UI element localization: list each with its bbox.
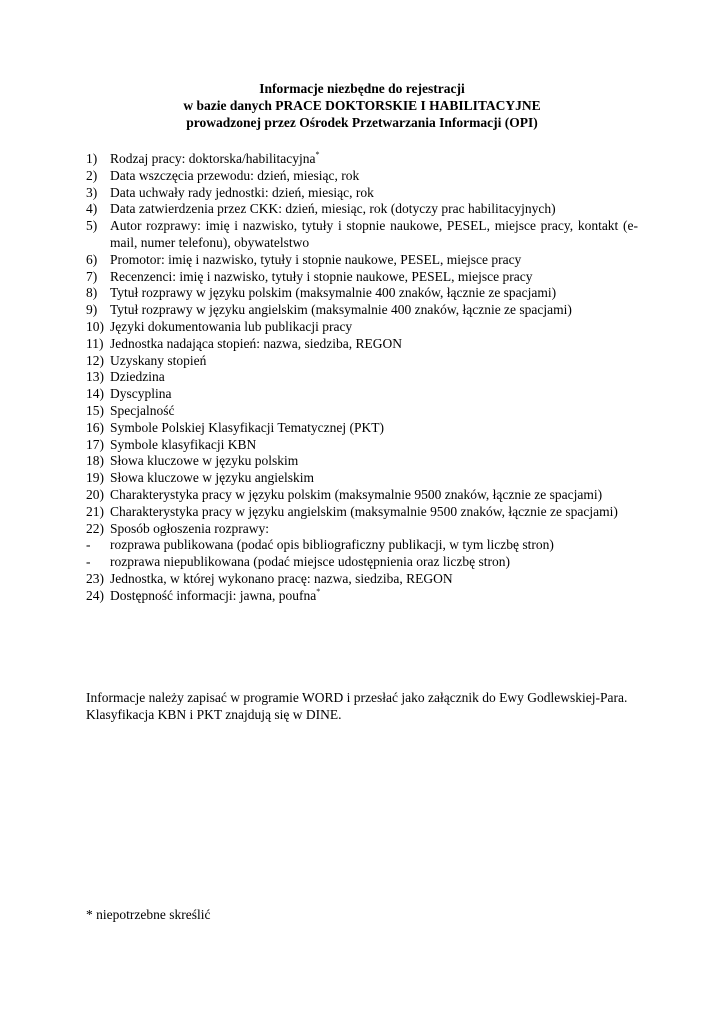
list-item-label: Data zatwierdzenia przez CKK: dzień, miesiąc, rok (dotyczy prac habilitacyjnych) xyxy=(110,201,556,217)
list-item-text xyxy=(110,369,638,386)
list-item-label: Dziedzina xyxy=(110,369,165,385)
list-item xyxy=(86,537,638,554)
list-item-number: 6) xyxy=(86,251,98,267)
list-item-text xyxy=(110,504,638,521)
list-item-number: 15) xyxy=(86,402,104,418)
list-item-text xyxy=(110,521,638,538)
list-item-label: Rodzaj pracy: doktorska/habilitacyjna xyxy=(110,151,316,166)
list-item-text xyxy=(110,588,638,605)
list-item-label: Charakterystyka pracy w języku angielskim (maksymalnie 9500 znaków, łącznie ze spacjami) xyxy=(110,503,618,519)
footnote-marker: * xyxy=(315,150,320,159)
list-item xyxy=(86,151,638,168)
list-item-text xyxy=(110,420,638,437)
list-item-text xyxy=(110,386,638,403)
list-item xyxy=(86,588,638,605)
list-item-number: 4) xyxy=(86,201,98,217)
list-item-number: 13) xyxy=(86,369,104,385)
list-item xyxy=(86,571,638,588)
list-item-number: 11) xyxy=(86,335,104,351)
list-item-number: 2) xyxy=(86,167,98,183)
list-item-label: Uzyskany stopień xyxy=(110,352,207,368)
title-line-3: prowadzonej przez Ośrodek Przetwarzania Informacji (OPI) xyxy=(186,115,538,130)
list-item-text xyxy=(110,554,638,571)
list-item-text xyxy=(110,319,638,336)
list-item-number: 3) xyxy=(86,184,98,200)
list-item-text xyxy=(110,487,638,504)
list-item-text xyxy=(110,453,638,470)
list-item xyxy=(86,420,638,437)
list-item-label: Języki dokumentowania lub publikacji pracy xyxy=(110,318,353,334)
list-item xyxy=(86,302,638,319)
list-item-text xyxy=(110,336,638,353)
list-item-label: Data wszczęcia przewodu: dzień, miesiąc, rok xyxy=(110,167,360,183)
instruction-note xyxy=(86,689,638,723)
list-item-label: rozprawa publikowana (podać opis bibliograficzny publikacji, w tym liczbę stron) xyxy=(110,537,554,553)
list-item-label: rozprawa niepublikowana (podać miejsce udostępnienia oraz liczbę stron) xyxy=(110,554,510,570)
list-item-label: Specjalność xyxy=(110,402,175,418)
list-item-text xyxy=(110,403,638,420)
list-item-label: Charakterystyka pracy w języku polskim (maksymalnie 9500 znaków, łącznie ze spacjami) xyxy=(110,486,603,502)
list-item-number: 5) xyxy=(86,218,98,234)
list-item-number: 16) xyxy=(86,419,104,435)
list-item-number: 10) xyxy=(86,318,104,334)
list-item-number: 9) xyxy=(86,302,98,318)
list-item xyxy=(86,168,638,185)
list-item-label: Słowa kluczowe w języku polskim xyxy=(110,453,299,469)
list-item-label: Tytuł rozprawy w języku angielskim (maksymalnie 400 znaków, łącznie ze spacjami) xyxy=(110,302,572,318)
list-item-text xyxy=(110,302,638,319)
list-item-label: Tytuł rozprawy w języku polskim (maksymalnie 400 znaków, łącznie ze spacjami) xyxy=(110,285,557,301)
list-item xyxy=(86,487,638,504)
list-item-label: Recenzenci: imię i nazwisko, tytuły i stopnie naukowe, PESEL, miejsce pracy xyxy=(110,268,533,284)
requirements-list xyxy=(86,151,638,605)
list-item-label: Jednostka nadająca stopień: nazwa, siedziba, REGON xyxy=(110,335,403,351)
list-item xyxy=(86,437,638,454)
list-item-text xyxy=(110,185,638,202)
list-item-label: Dostępność informacji: jawna, poufna xyxy=(110,587,317,603)
list-item-number: 19) xyxy=(86,470,104,486)
list-item-label: Data uchwały rady jednostki: dzień, miesiąc, rok xyxy=(110,184,374,200)
title-line-2: w bazie danych PRACE DOKTORSKIE I HABILITACYJNE xyxy=(183,98,541,113)
list-item-text xyxy=(110,168,638,185)
list-item-text xyxy=(110,285,638,302)
list-item xyxy=(86,353,638,370)
list-item xyxy=(86,269,638,286)
list-item-text xyxy=(110,151,638,168)
list-item-text xyxy=(110,201,638,218)
list-item-number: 24) xyxy=(86,587,104,603)
list-item-label: Dyscyplina xyxy=(110,386,172,402)
list-item xyxy=(86,252,638,269)
list-item-number: 14) xyxy=(86,386,104,402)
list-item-text xyxy=(110,252,638,269)
footnote: * niepotrzebne skreślić xyxy=(86,907,211,922)
list-item-number: 7) xyxy=(86,268,98,284)
list-item xyxy=(86,403,638,420)
list-item xyxy=(86,185,638,202)
list-item xyxy=(86,336,638,353)
list-item-number: 22) xyxy=(86,520,104,536)
list-item xyxy=(86,386,638,403)
note-paragraph-1: Informacje należy zapisać w programie WORD i przesłać jako załącznik do Ewy Godlewskiej-Para. xyxy=(86,690,628,705)
list-item-text xyxy=(110,571,638,588)
list-item-number: 1) xyxy=(86,151,98,166)
list-item-number: 18) xyxy=(86,453,104,469)
footnote-marker: * xyxy=(316,586,321,596)
list-item-label: Symbole klasyfikacji KBN xyxy=(110,436,257,452)
document-title xyxy=(86,80,638,131)
list-item xyxy=(86,470,638,487)
list-item-label: Symbole Polskiej Klasyfikacji Tematycznej (PKT) xyxy=(110,419,385,435)
list-item-text xyxy=(110,218,638,252)
list-item-number: - xyxy=(86,537,91,553)
list-item-label: Autor rozprawy: imię i nazwisko, tytuły i stopnie naukowe, PESEL, miejsce pracy, kontakt (e-mail, numer telefonu), obywatelstwo xyxy=(110,218,638,250)
list-item-text xyxy=(110,353,638,370)
list-item-label: Sposób ogłoszenia rozprawy: xyxy=(110,520,269,536)
list-item xyxy=(86,453,638,470)
list-item-text xyxy=(110,470,638,487)
list-item-text xyxy=(110,269,638,286)
list-item-number: 23) xyxy=(86,570,104,586)
title-line-1: Informacje niezbędne do rejestracji xyxy=(259,81,465,96)
list-item-label: Słowa kluczowe w języku angielskim xyxy=(110,470,314,486)
list-item xyxy=(86,554,638,571)
list-item xyxy=(86,504,638,521)
list-item-number: 8) xyxy=(86,285,98,301)
list-item-number: - xyxy=(86,554,91,570)
list-item-number: 20) xyxy=(86,486,104,502)
list-item xyxy=(86,201,638,218)
list-item-number: 12) xyxy=(86,352,104,368)
list-item-label: Jednostka, w której wykonano pracę: nazwa, siedziba, REGON xyxy=(110,570,453,586)
list-item xyxy=(86,285,638,302)
list-item-text xyxy=(110,537,638,554)
list-item-number: 21) xyxy=(86,503,104,519)
list-item xyxy=(86,521,638,538)
list-item xyxy=(86,369,638,386)
list-item-label: Promotor: imię i nazwisko, tytuły i stopnie naukowe, PESEL, miejsce pracy xyxy=(110,251,522,267)
note-paragraph-2: Klasyfikacja KBN i PKT znajdują się w DINE. xyxy=(86,707,342,722)
list-item-text xyxy=(110,437,638,454)
list-item-number: 17) xyxy=(86,436,104,452)
list-item xyxy=(86,218,638,252)
list-item xyxy=(86,319,638,336)
